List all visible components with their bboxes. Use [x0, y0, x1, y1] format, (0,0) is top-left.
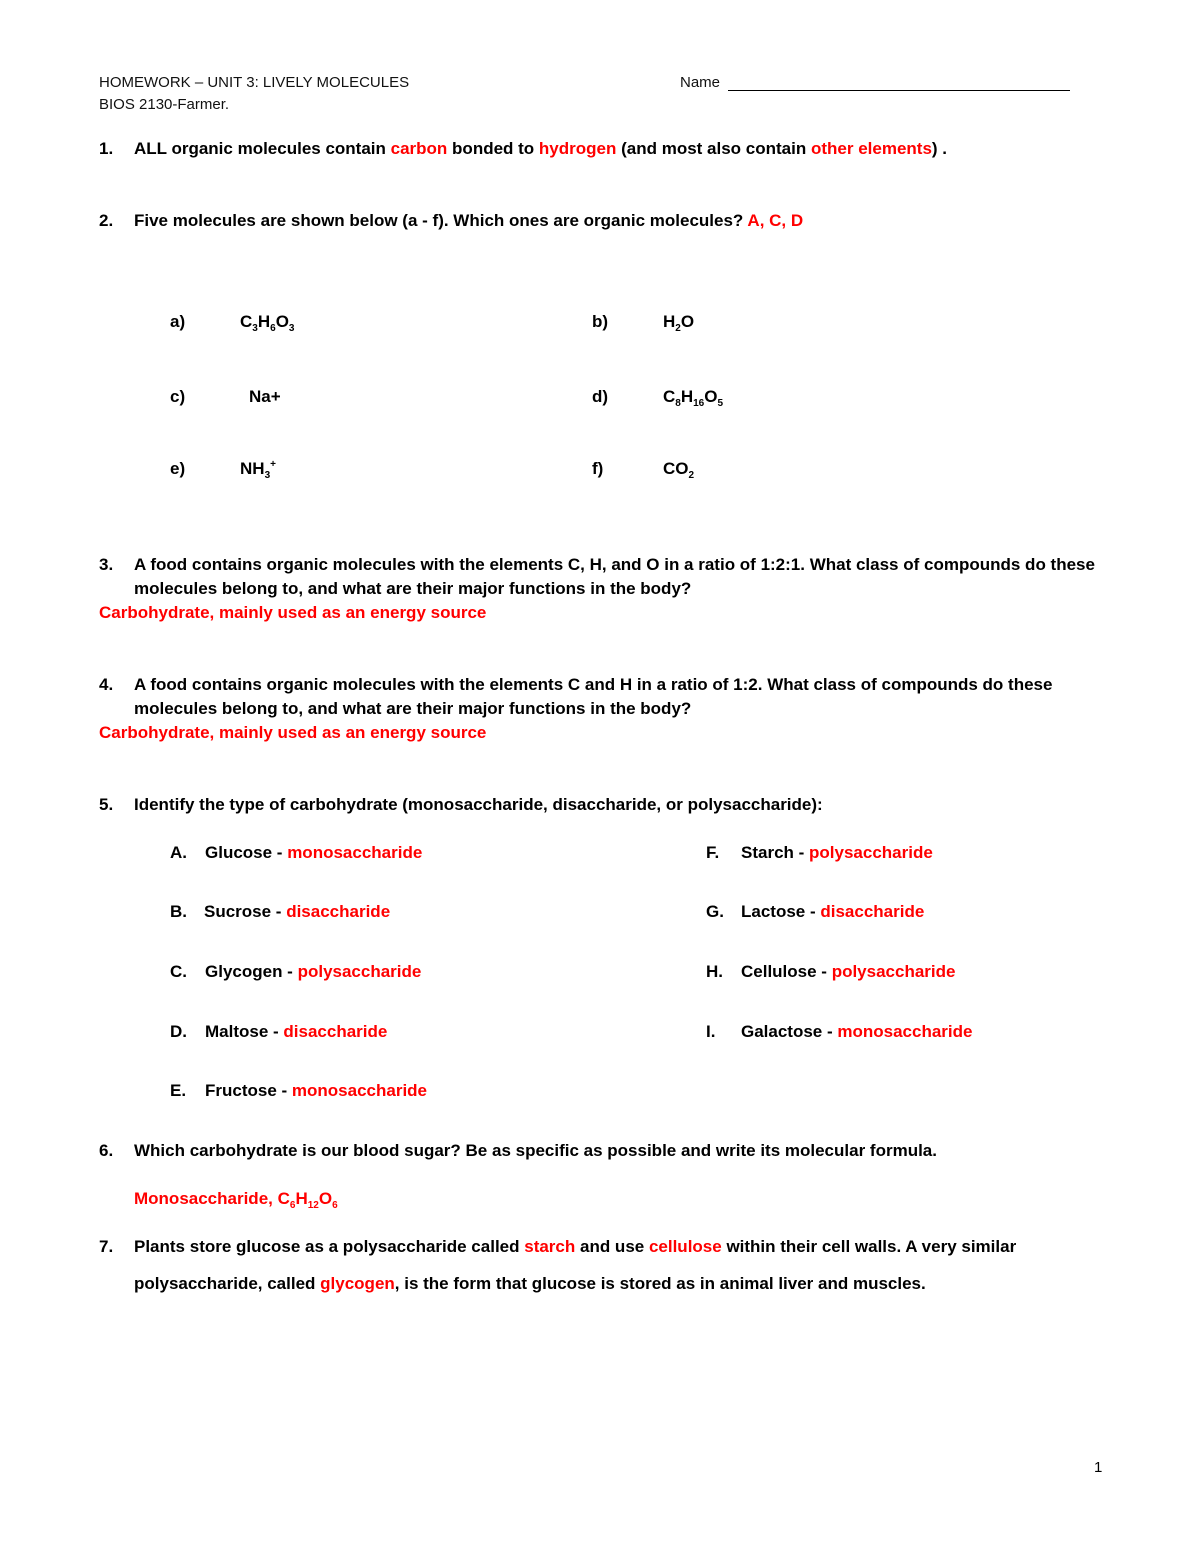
question-text: molecules belong to, and what are their major functions in the body?	[134, 699, 692, 718]
item-letter: I.	[706, 1022, 716, 1041]
question-number: 3.	[99, 555, 114, 574]
item-letter: D.	[170, 1022, 187, 1041]
item-letter: B.	[170, 902, 187, 921]
question-2	[134, 211, 803, 231]
page-number: 1	[1094, 1459, 1103, 1476]
molecule-label: a)	[170, 312, 186, 331]
question-text: bonded to	[447, 139, 539, 158]
carb-item: Sucrose - disaccharide	[204, 902, 391, 921]
question-text: A food contains organic molecules with the elements C and H in a ratio of 1:2. What class of compounds do these	[134, 675, 1053, 694]
answer-text: glycogen	[320, 1274, 395, 1293]
question-number: 4.	[99, 675, 114, 694]
molecule-label: d)	[592, 387, 609, 406]
item-letter: G.	[706, 902, 724, 921]
answer-text: other elements	[810, 139, 932, 158]
answer-text: A, C, D	[747, 211, 804, 230]
molecule-label: b)	[592, 312, 609, 331]
name-field-line[interactable]	[728, 90, 1070, 91]
question-text: ALL organic molecules contain	[134, 139, 391, 158]
question-text: ) .	[931, 139, 948, 158]
carb-item: Maltose - disaccharide	[205, 1022, 388, 1041]
question-1	[134, 139, 947, 159]
molecule-formula: Na+	[249, 387, 281, 406]
question-number: 2.	[99, 211, 114, 230]
answer-text: hydrogen	[538, 139, 617, 158]
answer-text: Carbohydrate, mainly used as an energy source	[99, 603, 487, 622]
item-letter: H.	[706, 962, 723, 981]
carb-item: Glycogen - polysaccharide	[205, 962, 422, 981]
molecule-formula: $C_8H_{16}O_5$	[663, 387, 724, 409]
course-label: BIOS 2130-Farmer.	[99, 96, 230, 113]
item-letter: A.	[170, 843, 187, 862]
question-number: 1.	[99, 139, 114, 158]
molecule-label: c)	[170, 387, 186, 406]
question-number: 7.	[99, 1237, 114, 1256]
answer-text: cellulose	[648, 1237, 722, 1256]
item-letter: C.	[170, 962, 187, 981]
molecule-formula: $NH_3^+$	[240, 459, 276, 481]
molecule-formula: $C_3H_6O_3$	[240, 312, 295, 334]
question-text: polysaccharide, called glycogen, is the form that glucose is stored as in animal liver and muscles.	[134, 1274, 926, 1293]
carb-item: Cellulose - polysaccharide	[741, 962, 956, 981]
answer-text: Monosaccharide, $C_6H_{12}O_6$	[134, 1189, 338, 1211]
carb-item: Lactose - disaccharide	[741, 902, 925, 921]
molecule-formula: $CO_2$	[663, 459, 695, 481]
document-title: HOMEWORK – UNIT 3: LIVELY MOLECULES	[99, 74, 410, 91]
question-text: molecules belong to, and what are their major functions in the body?	[134, 579, 692, 598]
question-text: (and most also contain	[616, 139, 811, 158]
question-text: Five molecules are shown below (a - f). Which ones are organic molecules?	[134, 211, 748, 230]
question-text: Identify the type of carbohydrate (monosaccharide, disaccharide, or polysaccharide):	[134, 795, 823, 814]
molecule-label: e)	[170, 459, 186, 478]
carb-item: Starch - polysaccharide	[741, 843, 933, 862]
answer-text: carbon	[390, 139, 448, 158]
carb-item: Galactose - monosaccharide	[741, 1022, 973, 1041]
question-number: 5.	[99, 795, 114, 814]
molecule-label: f)	[592, 459, 604, 478]
carb-item: Fructose - monosaccharide	[205, 1081, 428, 1100]
molecule-formula: $H_2O$	[663, 312, 695, 334]
item-letter: E.	[170, 1081, 187, 1100]
answer-text: starch	[524, 1237, 576, 1256]
question-number: 6.	[99, 1141, 114, 1160]
question-text: A food contains organic molecules with the elements C, H, and O in a ratio of 1:2:1. What class of compounds do these	[134, 555, 1095, 574]
question-text: Plants store glucose as a polysaccharide called starch and use cellulose within their cell walls. A very similar	[134, 1237, 1017, 1256]
question-text: Which carbohydrate is our blood sugar? Be as specific as possible and write its molecular formula.	[134, 1141, 937, 1160]
carb-item: Glucose - monosaccharide	[205, 843, 423, 862]
name-label: Name	[680, 74, 721, 91]
answer-text: Carbohydrate, mainly used as an energy source	[99, 723, 487, 742]
item-letter: F.	[706, 843, 720, 862]
